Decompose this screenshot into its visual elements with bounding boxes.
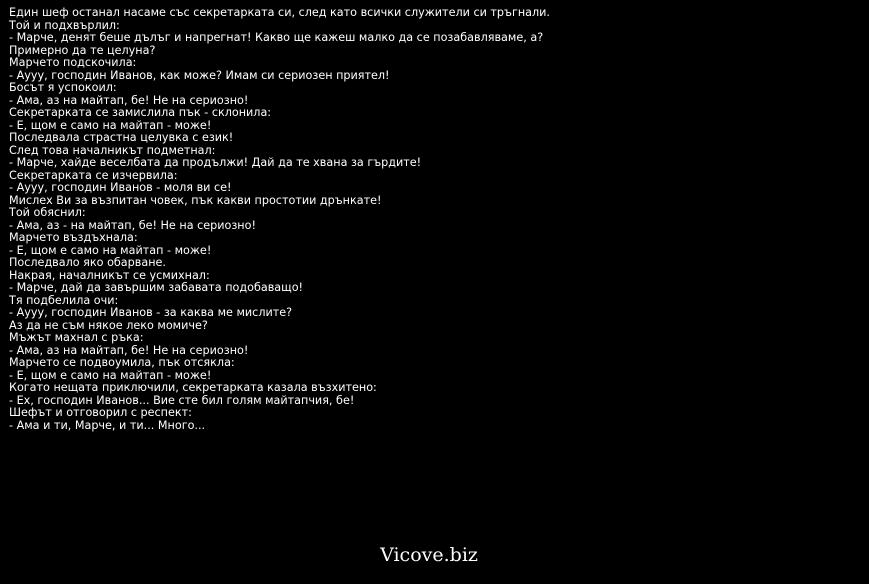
joke-line: Аз да не съм някое леко момиче? bbox=[9, 318, 208, 332]
joke-line: - Ама и ти, Марче, и ти... Много... bbox=[9, 418, 206, 432]
joke-line: - Ама, аз на майтап, бе! Не на сериозно! bbox=[9, 343, 249, 357]
joke-line: - Ама, аз на майтап, бе! Не на сериозно! bbox=[9, 93, 249, 107]
joke-line: Той обяснил: bbox=[9, 206, 86, 219]
joke-line: Тя подбелила очи: bbox=[9, 293, 119, 307]
joke-line: Последвало яко обарване. bbox=[9, 256, 166, 269]
joke-line: - Аууу, господин Иванов, как може? Имам си сериозен приятел! bbox=[9, 68, 390, 82]
joke-line: Шефът и отговорил с респект: bbox=[9, 406, 192, 419]
joke-line: - Е, щом е само на майтап - може! bbox=[9, 368, 212, 382]
joke-line: Един шеф останал насаме със секретарката си, след като всички служители си тръгнали. bbox=[9, 6, 550, 19]
joke-line: - Марче, хайде веселбата да продължи! Дай да те хвана за гърдите! bbox=[9, 156, 422, 169]
joke-line: - Ех, господин Иванов... Вие сте бил голям майтапчия, бе! bbox=[9, 393, 355, 407]
joke-line: Марчето подскочила: bbox=[9, 56, 137, 69]
joke-line: - Е, щом е само на майтап - може! bbox=[9, 118, 212, 132]
joke-line: - Аууу, господин Иванов - моля ви се! bbox=[9, 181, 232, 194]
joke-line: - Аууу, господин Иванов - за каква ме мислите? bbox=[9, 306, 293, 319]
joke-text bbox=[9, 7, 589, 432]
joke-line: След това началникът подметнал: bbox=[9, 143, 216, 157]
joke-line: Мъжът махнал с ръка: bbox=[9, 331, 144, 344]
joke-line: Марчето въздъхнала: bbox=[9, 231, 138, 244]
joke-line: Той и подхвърлил: bbox=[9, 18, 120, 32]
joke-line: - Ама, аз - на майтап, бе! Не на сериозно! bbox=[9, 218, 256, 232]
joke-line: - Е, щом е само на майтап - може! bbox=[9, 243, 212, 257]
joke-line: Накрая, началникът се усмихнал: bbox=[9, 268, 210, 282]
joke-line: Последвала страстна целувка с език! bbox=[9, 131, 234, 144]
joke-line: - Марче, денят беше дълъг и напрегнат! Какво ще кажеш малко да се позабавляваме, а? Примерно да те целуна? bbox=[9, 31, 544, 57]
site-watermark: Vicove.biz bbox=[380, 544, 478, 566]
joke-line: Секретарката се замислила пък - склонила: bbox=[9, 106, 272, 119]
joke-line: Босът я успокоил: bbox=[9, 81, 117, 94]
joke-line: Когато нещата приключили, секретарката казала възхитено: bbox=[9, 381, 377, 394]
joke-line: Марчето се подвоумила, пък отсякла: bbox=[9, 356, 235, 369]
joke-line: Мислех Ви за възпитан човек, пък какви простотии дрънкате! bbox=[9, 193, 382, 207]
joke-line: - Марче, дай да завършим забавата подобаващо! bbox=[9, 281, 304, 294]
joke-line: Секретарката се изчервила: bbox=[9, 168, 178, 182]
